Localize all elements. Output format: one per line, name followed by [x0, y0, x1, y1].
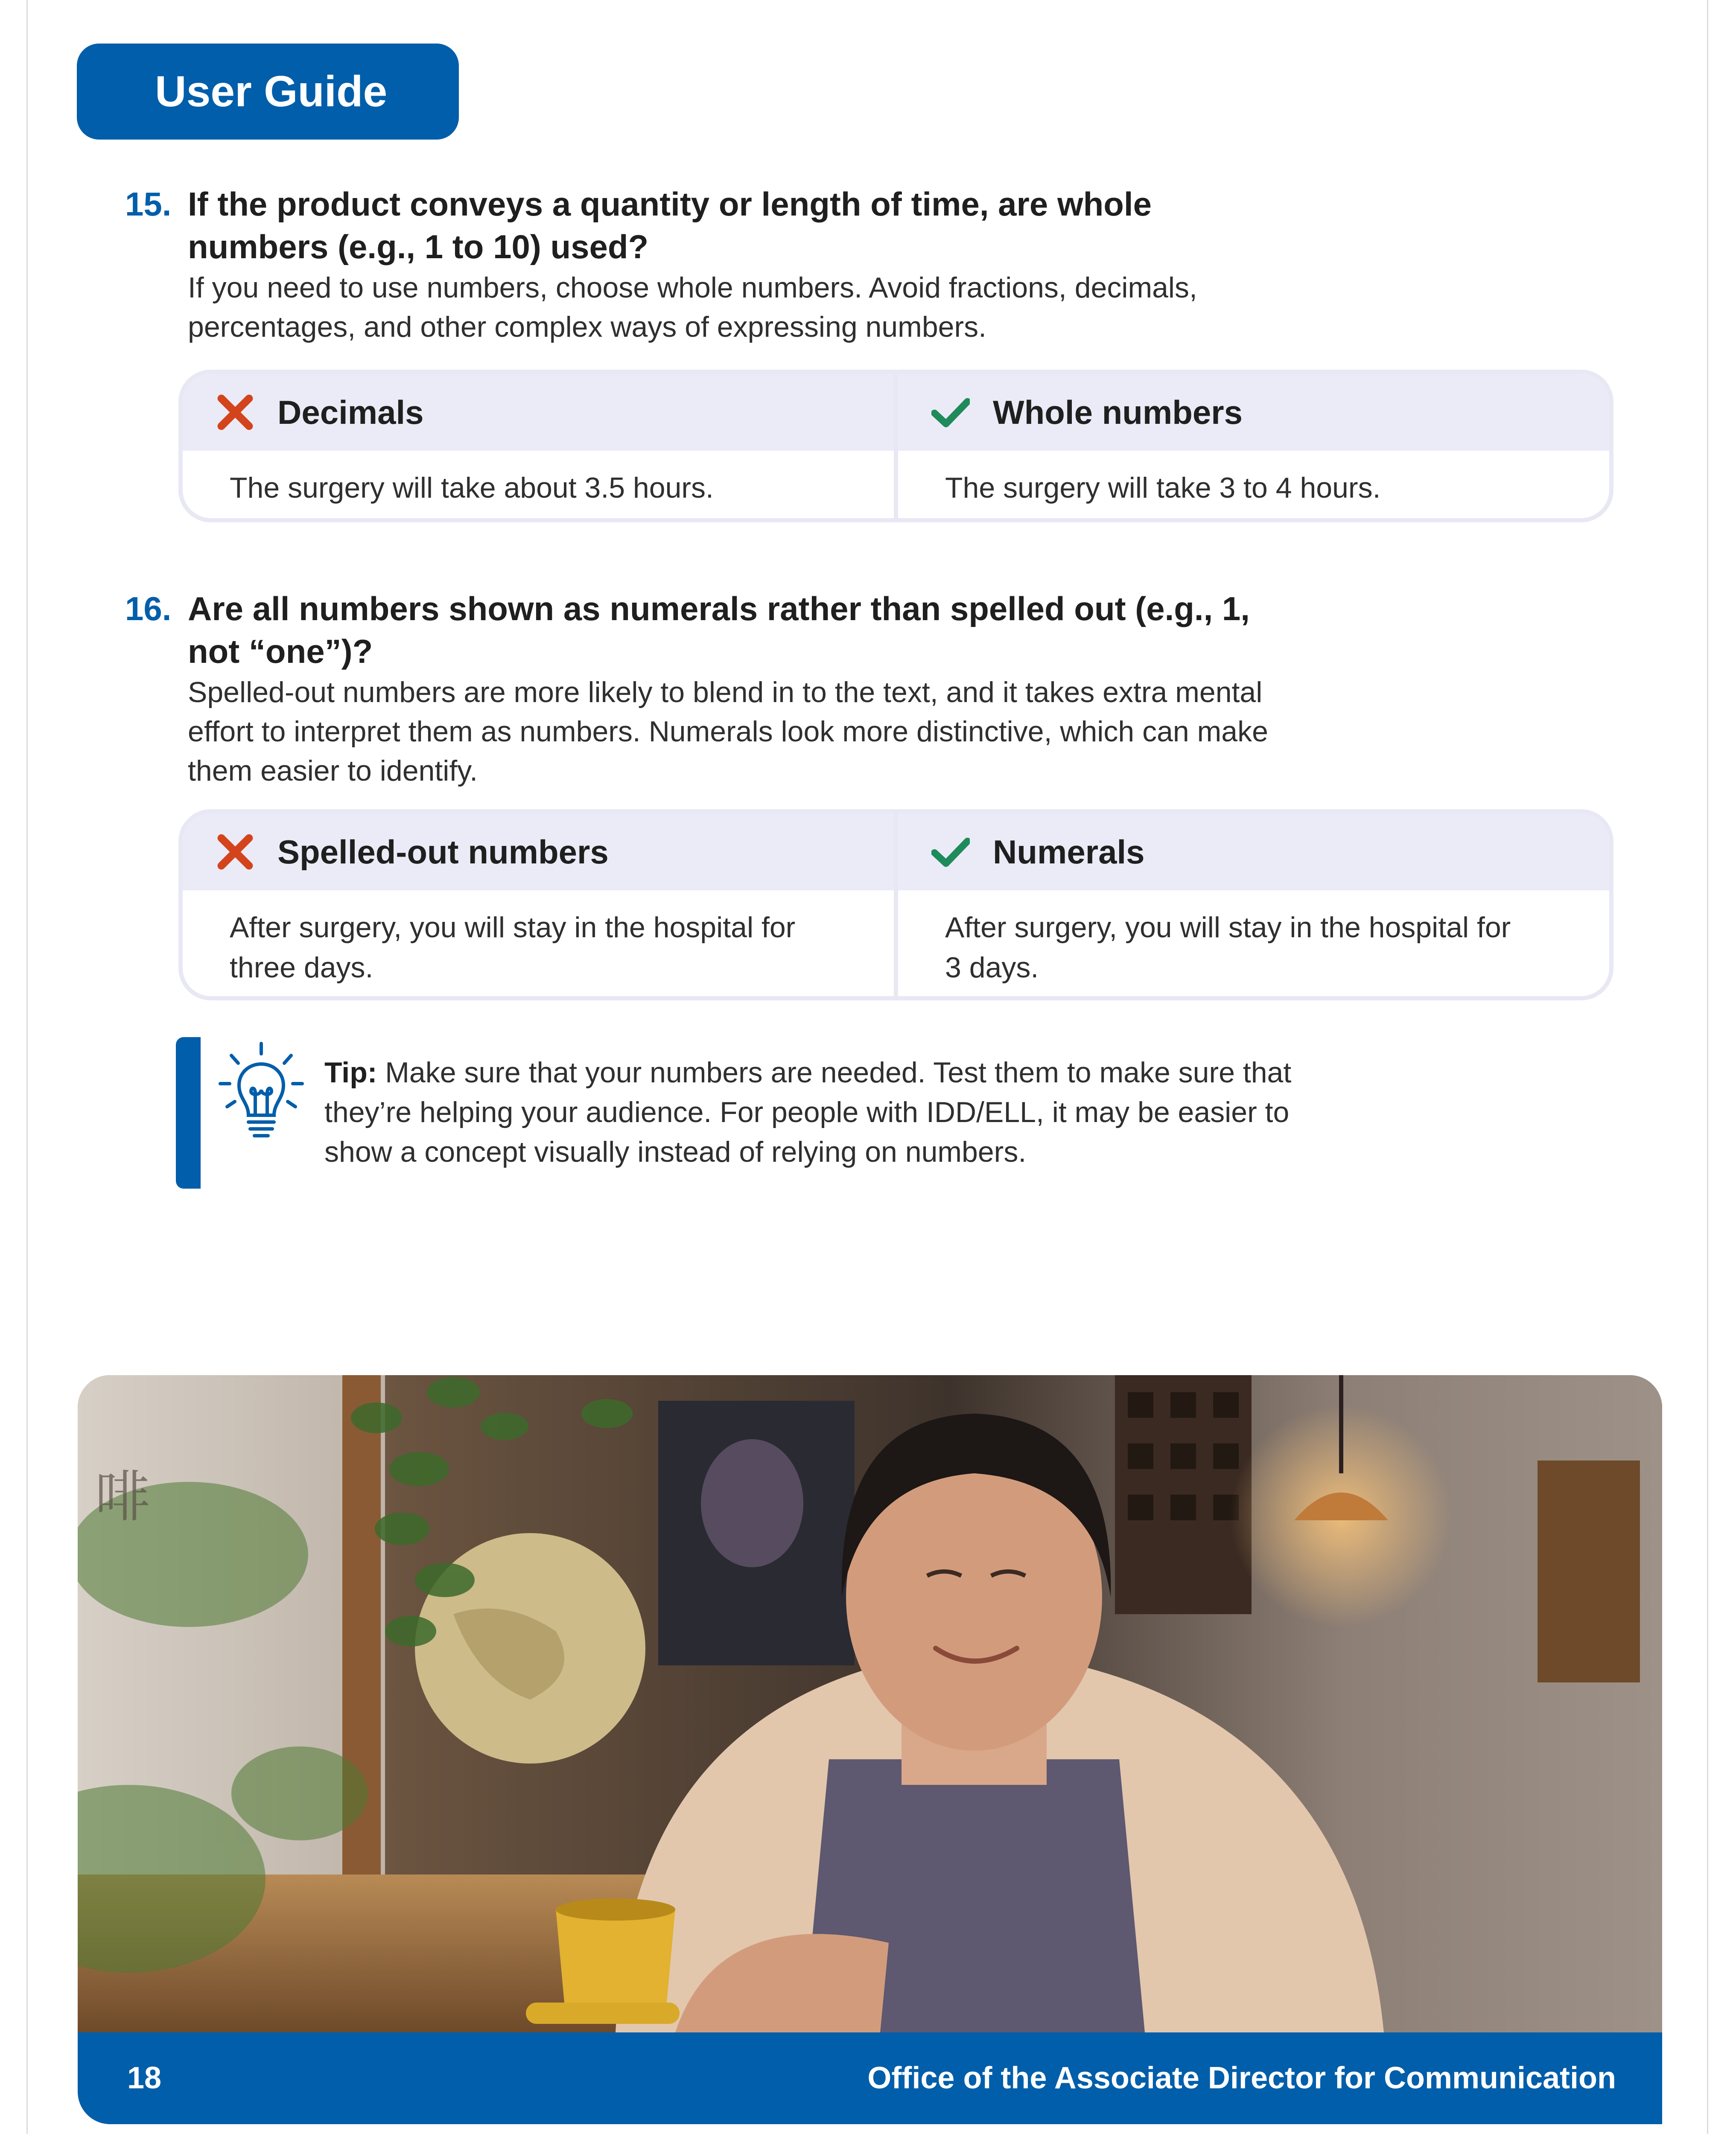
tip-line [324, 1053, 1392, 1093]
bad-example-header-label: Spelled-out numbers [277, 833, 609, 871]
question-16-title [188, 587, 1340, 673]
footer-organization: Office of the Associate Director for Communication [867, 2061, 1616, 2095]
question-16-desc-line: them easier to identify. [188, 755, 478, 787]
table-row [183, 451, 1609, 522]
section-tab-label: User Guide [155, 67, 388, 116]
check-mark-icon [931, 393, 970, 431]
tip-line-text: Make sure that your numbers are needed. Test them to make sure that [377, 1056, 1292, 1089]
good-example-header-label: Whole numbers [993, 393, 1243, 431]
bad-example-cell: The surgery will take about 3.5 hours. [230, 472, 714, 504]
bad-example-line: After surgery, you will stay in the hospital for [230, 911, 796, 944]
lightbulb-icon [214, 1039, 308, 1146]
question-15-description [188, 268, 1340, 347]
page-footer [78, 2032, 1662, 2124]
good-example-cell [894, 890, 1609, 1000]
good-example-header-label: Numerals [993, 833, 1145, 871]
tip-accent-bar [176, 1037, 201, 1189]
comparison-table-16 [178, 809, 1613, 1000]
question-15-number: 15. [125, 185, 172, 223]
good-example-line: 3 days. [945, 951, 1039, 984]
cafe-sign-text: 啡 [95, 1464, 151, 1529]
tip-label: Tip: [324, 1056, 377, 1089]
question-16-title-line: not “one”)? [188, 633, 373, 670]
comparison-table-15 [178, 370, 1613, 522]
table-row [183, 890, 1609, 1000]
cafe-photo-illustration [78, 1375, 1662, 2032]
good-example-cell: The surgery will take 3 to 4 hours. [894, 451, 1609, 522]
tip-line: they’re helping your audience. For people with IDD/ELL, it may be easier to [324, 1096, 1290, 1128]
question-16-number: 16. [125, 590, 172, 627]
tip-text [324, 1053, 1392, 1172]
question-15-desc-line: percentages, and other complex ways of expressing numbers. [188, 311, 986, 343]
question-16-title-line: Are all numbers shown as numerals rather than spelled out (e.g., 1, [188, 590, 1250, 627]
section-tab [77, 44, 459, 140]
question-16-desc-line: effort to interpret them as numbers. Numerals look more distinctive, which can make [188, 715, 1268, 748]
x-mark-icon [216, 833, 254, 871]
good-example-header [894, 813, 1609, 890]
page-number: 18 [127, 2061, 162, 2095]
question-15-title-line: If the product conveys a quantity or length of time, are whole [188, 185, 1152, 223]
bad-example-cell [183, 890, 894, 1000]
x-mark-icon [216, 393, 254, 431]
question-16-description [188, 673, 1340, 790]
question-16-desc-line: Spelled-out numbers are more likely to blend in to the text, and it takes extra mental [188, 676, 1263, 708]
tip-line: show a concept visually instead of relying on numbers. [324, 1136, 1027, 1168]
table-header-row [183, 374, 1609, 451]
bad-example-line: three days. [230, 951, 373, 984]
question-15-title-line: numbers (e.g., 1 to 10) used? [188, 228, 649, 265]
good-example-header [894, 374, 1609, 451]
bad-example-header-label: Decimals [277, 393, 424, 431]
bad-example-header [183, 813, 894, 890]
check-mark-icon [931, 833, 970, 871]
cafe-photo [78, 1375, 1662, 2032]
question-15-title [188, 183, 1340, 268]
good-example-line: After surgery, you will stay in the hospital for [945, 911, 1511, 944]
bad-example-header [183, 374, 894, 451]
table-header-row [183, 813, 1609, 890]
question-15-desc-line: If you need to use numbers, choose whole numbers. Avoid fractions, decimals, [188, 271, 1197, 304]
